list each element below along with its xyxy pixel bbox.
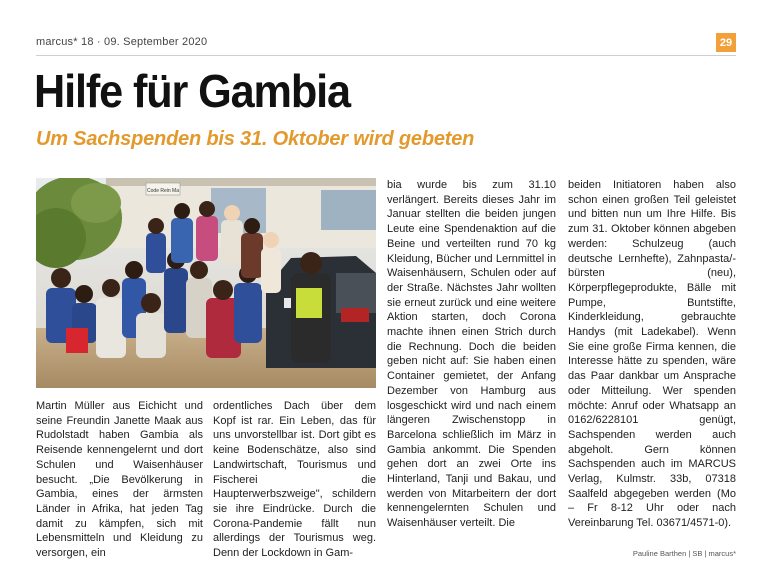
text-column-3 [387, 178, 556, 531]
article-photo [36, 178, 376, 388]
paragraph: ordentliches Dach über dem Kopf ist rar. Ein Leben, das für uns unvorstellbar ist. Dort gibt es keine Bodenschätze, also sind Landwirtschaft, Tourismus und Fischerei die Haupterwerbszweige", schildern sie ihre Eindrücke. Durch die Corona-Pandemie fällt nun allerdings der Tourismus weg. Denn der Lockdown in Gam- [213, 400, 376, 560]
text-column-1 [36, 399, 203, 561]
header-divider [36, 55, 736, 56]
issue-info: marcus* 18 · 09. September 2020 [36, 36, 208, 48]
paragraph: beiden Initiatoren haben also schon einen großen Teil geleistet und bitten nun um Ihre Hilfe. Bis zum 31. Oktober können abgeben werden: Schulzeug (auch deutsche Lernhefte), Zahnpasta/-bürsten (neu), Körperpflegeprodukte, Bälle mit Pumpe, Buntstifte, Kinderkleidung, gebrauchte Handys (mit Ladekabel). Wenn Sie eine große Firma kennen, die Interesse hätte zu spenden, wäre das Paar dankbar um Ansprache oder Mitteilung. Wer spenden möchte: Anruf oder Whatsapp an 0162/6228101 genügt, Sachspenden werden auch abgeholt. Gern können Sachspenden auch im MARCUS Verlag, Kulmstr. 33b, 07318 Saalfeld abgegeben werden (Mo – Fr 8-12 Uhr oder nach Vereinbarung Tel. 03671/4571-0). [568, 179, 736, 530]
building-sign: Code Rein Ma [147, 188, 179, 194]
article-headline: Hilfe für Gambia [34, 65, 350, 117]
text-column-2 [213, 399, 376, 561]
author-credit: Pauline Barthen | SB | marcus* [632, 549, 736, 558]
page-header [36, 36, 736, 54]
paragraph: bia wurde bis zum 31.10 verlängert. Bereits dieses Jahr im Januar stellten die beiden jungen Leute eine Spendenaktion auf die Beine und verteilten rund 70 kg Kleidung, Bücher und Lernmittel in Waisenhäusern, Schulen oder auf der Straße. Nächstes Jahr wollten sie erneut zurück und eine weitere Aktion starten, doch Corona machte ihnen einen Strich durch die Rechnung. Doch die beiden geben nicht auf: Sie haben einen Container gemietet, der Anfang Dezember von Hamburg aus losgeschickt wird und nach einem längeren Zwischenstopp in Barcelona schließlich im März in Gambia ankommt. Die Spenden gehen dort an zwei Orte ins Hinterland, Tanji und Bakau, und werden von Mitarbeitern der dort kennengelernten Schulen und Waisenhäuser verteilt. Die [387, 179, 556, 530]
article-subheadline: Um Sachspenden bis 31. Oktober wird gebeten [36, 128, 475, 150]
page-number-badge: 29 [716, 33, 736, 52]
paragraph: Martin Müller aus Eichicht und seine Freundin Janette Maak aus Rudolstadt haben Gambia als Reisende kennengelernt und dort Schulen und Waisenhäuser besucht. „Die Bevölkerung in Gambia, eines der ärmsten Länder in Afrika, hat jeden Tag damit zu kämpfen, sich mit Lebensmitteln und Kleidung zu versorgen, ein [36, 400, 203, 560]
text-column-4 [568, 178, 736, 531]
